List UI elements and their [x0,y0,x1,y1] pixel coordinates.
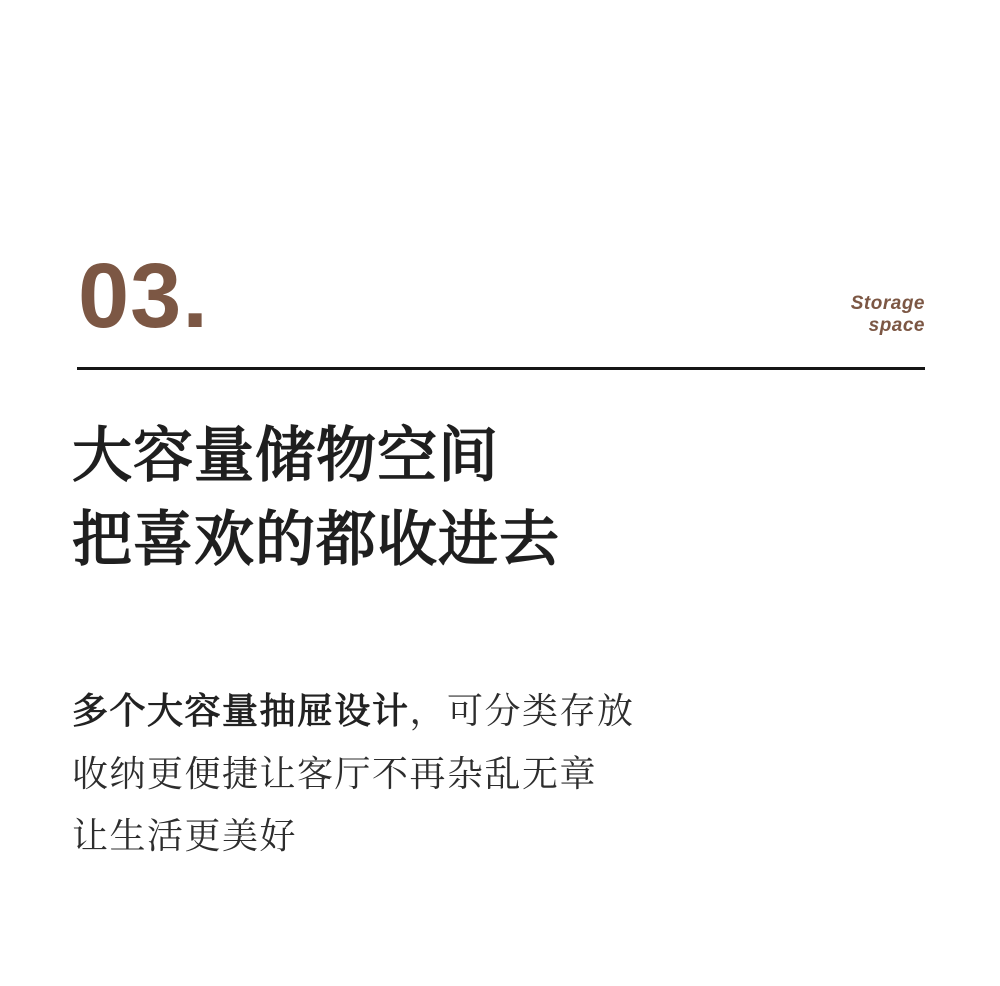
body-line1-rest: ，可分类存放 [409,690,635,731]
headline-line2: 把喜欢的都收进去 [72,506,560,573]
body-line3: 让生活更美好 [72,815,298,856]
divider-rule [77,367,925,370]
section-tag-line2: space [868,315,925,336]
section-tag-line1: Storage [850,293,925,314]
section-number: 03. [78,245,209,347]
section-headline [72,414,560,582]
section-tag [851,293,925,337]
section-body [72,680,635,868]
body-line1-emphasis: 多个大容量抽屉设计 [72,690,410,731]
body-line2: 收纳更便捷让客厅不再杂乱无章 [72,752,598,794]
body-line1 [72,680,635,743]
headline-line1: 大容量储物空间 [72,422,499,489]
